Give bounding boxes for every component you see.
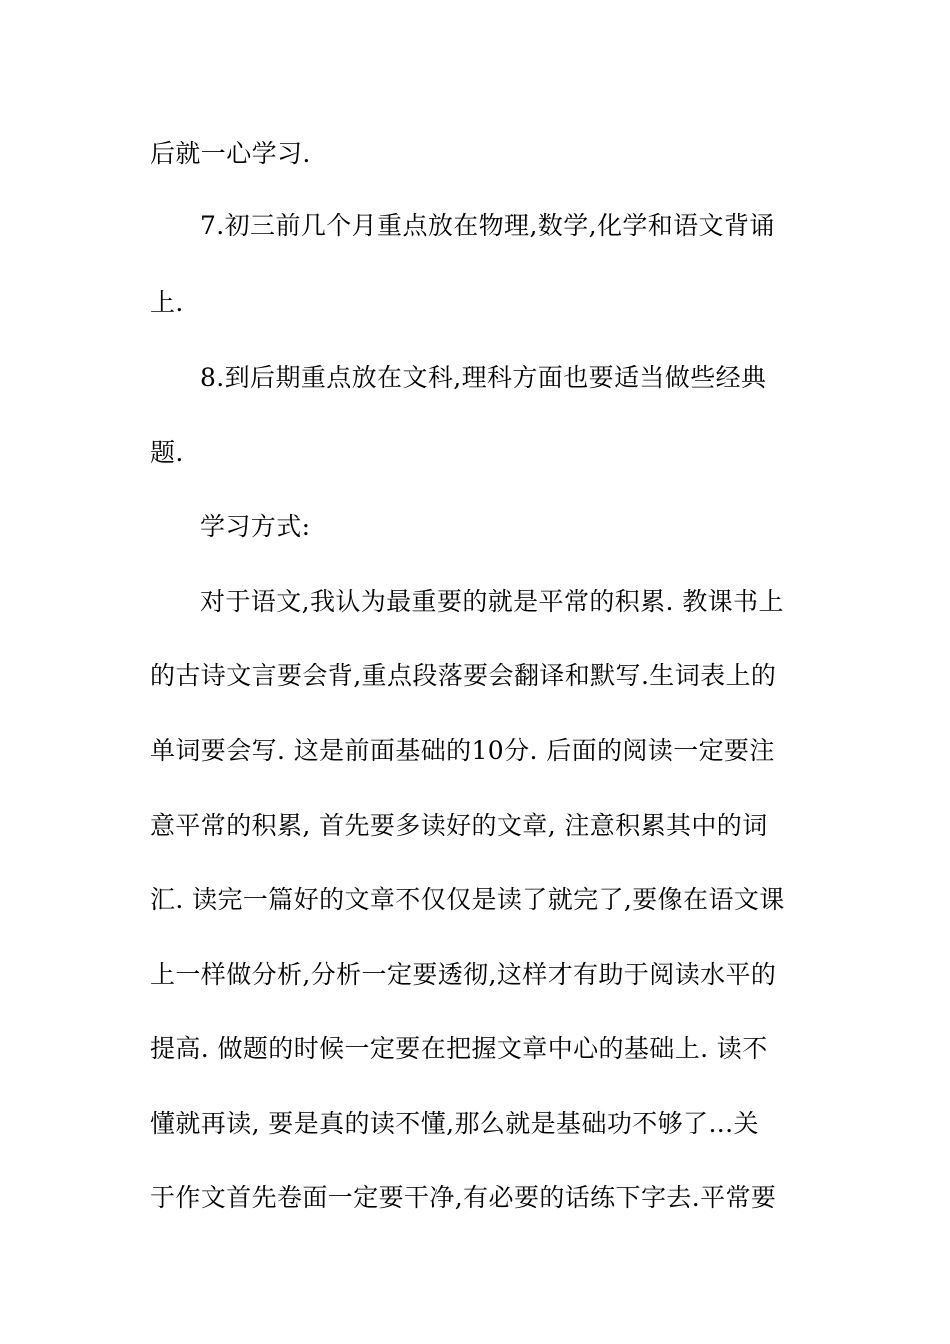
- text-line: 单词要会写. 这是前面基础的10分. 后面的阅读一定要注: [150, 736, 775, 765]
- text-line: 提高. 做题的时候一定要在把握文章中心的基础上. 读不: [150, 1034, 768, 1063]
- text-line: 上一样做分析,分析一定要透彻,这样才有助于阅读水平的: [150, 960, 777, 989]
- section-heading: 学习方式:: [200, 512, 311, 541]
- text-line: 汇. 读完一篇好的文章不仅仅是读了就完了,要像在语文课: [150, 885, 785, 914]
- text-line: 8.到后期重点放在文科,理科方面也要适当做些经典: [200, 363, 767, 392]
- text-line: 题.: [150, 438, 184, 467]
- text-line: 的古诗文言要会背,重点段落要会翻译和默写.生词表上的: [150, 661, 777, 690]
- text-line: 于作文首先卷面一定要干净,有必要的话练下字去.平常要: [150, 1183, 777, 1212]
- text-line: 上.: [150, 288, 184, 317]
- text-line: 7.初三前几个月重点放在物理,数学,化学和语文背诵: [200, 211, 775, 240]
- text-line: 后就一心学习.: [150, 139, 311, 168]
- text-line: 意平常的积累, 首先要多读好的文章, 注意积累其中的词: [150, 811, 768, 840]
- text-line: 对于语文,我认为最重要的就是平常的积累. 教课书上: [200, 587, 784, 616]
- text-line: 懂就再读, 要是真的读不懂,那么就是基础功不够了...关: [150, 1109, 759, 1138]
